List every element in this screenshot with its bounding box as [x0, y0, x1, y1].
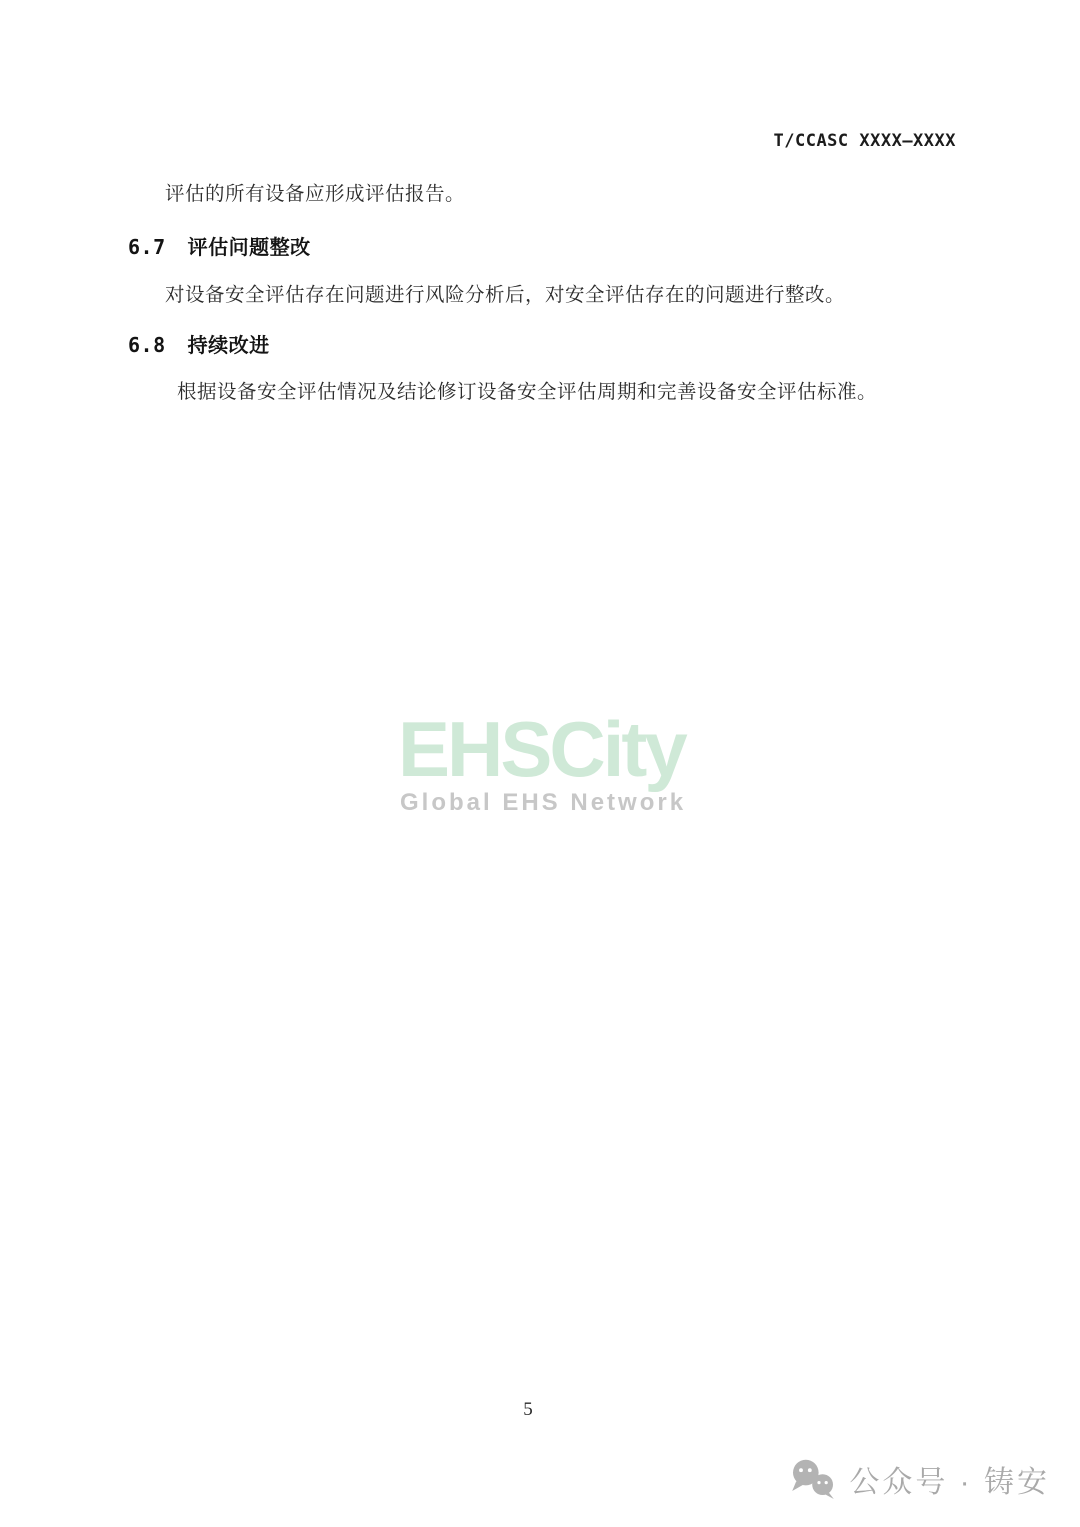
section-title: 持续改进	[187, 335, 270, 357]
section-number: 6.8	[128, 333, 166, 357]
section-title: 评估问题整改	[187, 237, 311, 259]
section-number: 6.7	[128, 235, 166, 259]
watermark-logo-text: EHSCity	[398, 705, 685, 793]
wechat-label: 公众号 · 铸安	[849, 1466, 1050, 1499]
wechat-icon	[789, 1457, 837, 1501]
section-heading-6-8	[128, 329, 270, 358]
doc-code: T/CCASC XXXX—XXXX	[773, 131, 956, 151]
wechat-badge	[789, 1457, 1050, 1501]
watermark	[398, 705, 687, 817]
paragraph-section-6-7: 对设备安全评估存在问题进行风险分析后，对安全评估存在的问题进行整改。	[165, 285, 846, 306]
page-number: 5	[523, 1399, 533, 1420]
paragraph-intro: 评估的所有设备应形成评估报告。	[165, 184, 466, 205]
watermark-tagline: Global EHS Network	[400, 788, 687, 816]
section-heading-6-7	[128, 231, 311, 260]
paragraph-section-6-8: 根据设备安全评估情况及结论修订设备安全评估周期和完善设备安全评估标准。	[177, 382, 878, 403]
